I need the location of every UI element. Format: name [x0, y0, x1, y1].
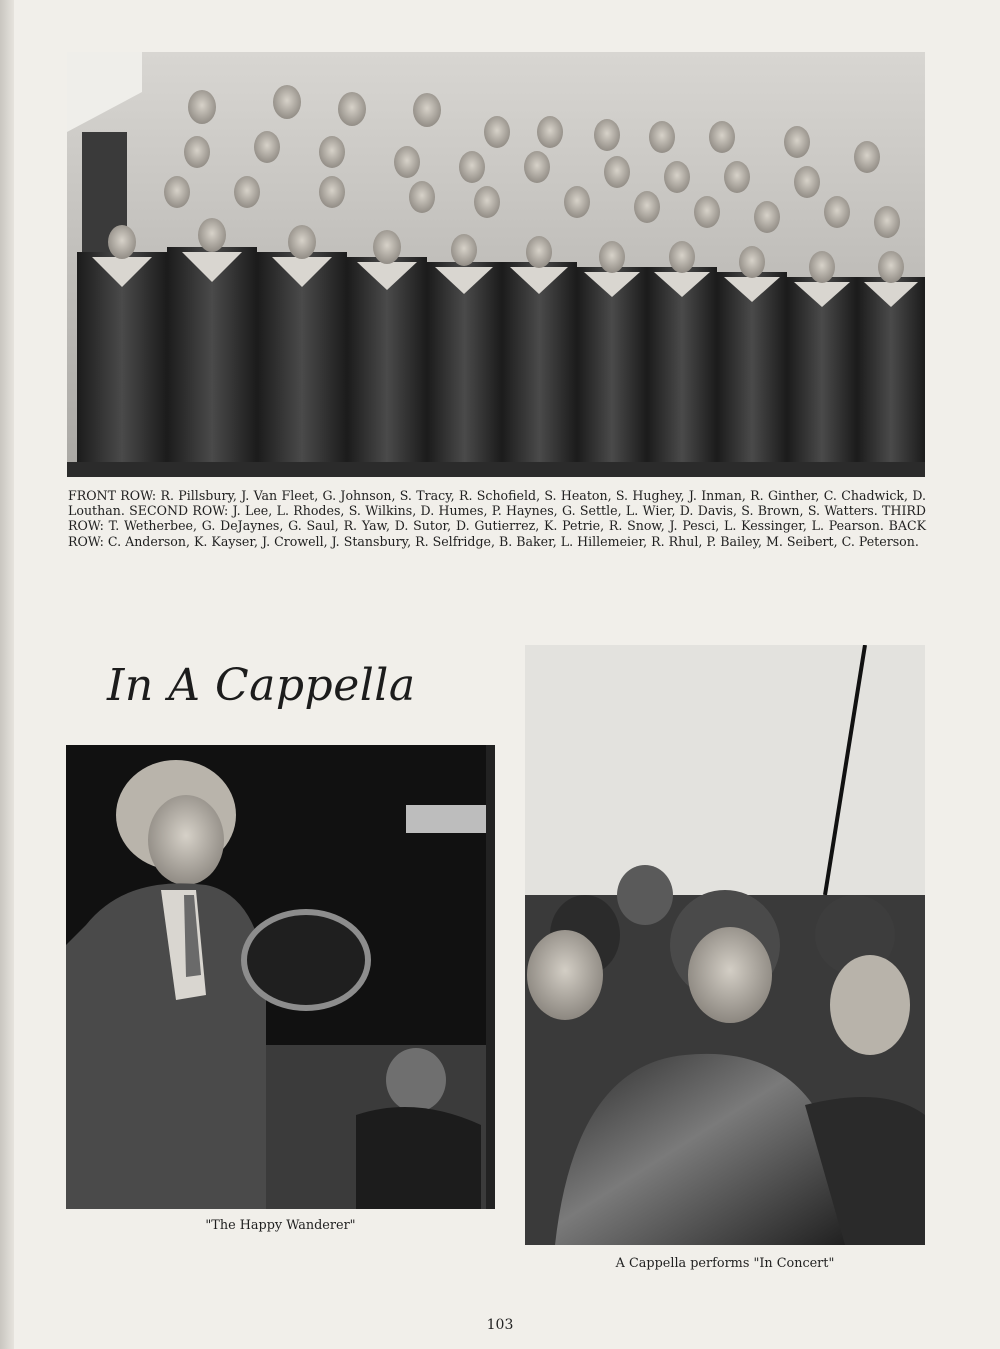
page-number: 103 — [486, 1317, 514, 1333]
happy-wanderer-photo — [66, 745, 495, 1209]
in-concert-caption: A Cappella performs "In Concert" — [615, 1256, 835, 1271]
choir-group-photo — [67, 52, 925, 477]
page-binding-edge — [0, 0, 14, 1349]
choir-group-photo-image — [67, 52, 925, 477]
happy-wanderer-photo-image — [66, 745, 495, 1209]
in-concert-photo-image — [525, 645, 925, 1245]
section-title: In A Cappella — [107, 660, 416, 711]
choir-roster-caption: FRONT ROW: R. Pillsbury, J. Van Fleet, G. Johnson, S. Tracy, R. Schofield, S. Heaton, S. Hughey, J. Inman, R. Ginther, C. Chadwick, D. Louthan. SECOND ROW: J. Lee, L. Rhodes, S. Wilkins, D. Humes, P. Haynes, G. Settle, L. Wier, D. Davis, S. Brown, S. Watters. THIRD ROW: T. Wetherbee, G. DeJaynes, G. Saul, R. Yaw, D. Sutor, D. Gutierrez, K. Petrie, R. Snow, J. Pesci, L. Kessinger, L. Pearson. BACK ROW: C. Anderson, K. Kayser, J. Crowell, J. Stansbury, R. Selfridge, B. Baker, L. Hillemeier, R. Rhul, P. Bailey, M. Seibert, C. Peterson. — [68, 488, 926, 549]
in-concert-photo — [525, 645, 925, 1245]
happy-wanderer-caption: "The Happy Wanderer" — [205, 1218, 356, 1233]
